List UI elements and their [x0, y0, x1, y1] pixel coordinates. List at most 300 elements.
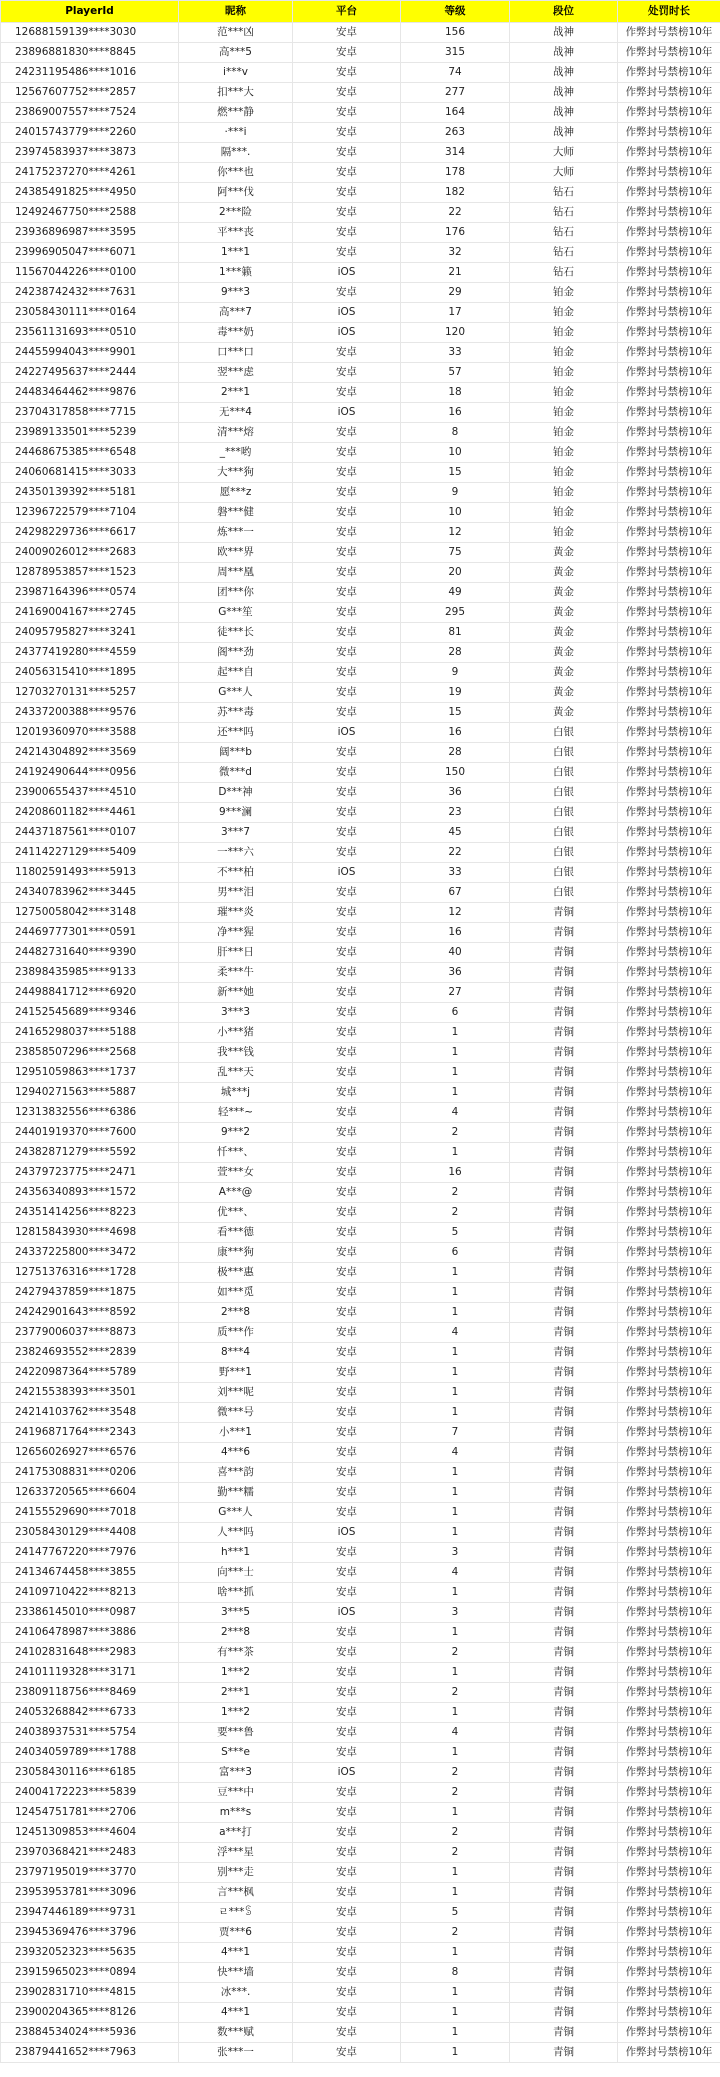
- nickname-cell: D***神: [179, 783, 293, 803]
- player-id-cell: 23996905047****6071: [1, 243, 179, 263]
- nickname-cell: 别***走: [179, 1863, 293, 1883]
- nickname-cell: 要***鲁: [179, 1723, 293, 1743]
- penalty-cell: 作弊封号禁榜10年: [618, 1603, 720, 1623]
- player-id-cell: 24175308831****0206: [1, 1463, 179, 1483]
- rank-cell: 白银: [510, 843, 618, 863]
- table-row: [1, 1263, 720, 1283]
- platform-cell: 安卓: [293, 23, 401, 43]
- nickname-cell: 1***2: [179, 1703, 293, 1723]
- platform-cell: 安卓: [293, 163, 401, 183]
- rank-cell: 青铜: [510, 1843, 618, 1863]
- penalty-cell: 作弊封号禁榜10年: [618, 103, 720, 123]
- player-id-cell: 23974583937****3873: [1, 143, 179, 163]
- table-row: [1, 1423, 720, 1443]
- rank-cell: 青铜: [510, 1603, 618, 1623]
- nickname-cell: 野***1: [179, 1363, 293, 1383]
- penalty-cell: 作弊封号禁榜10年: [618, 1403, 720, 1423]
- level-cell: 29: [401, 283, 510, 303]
- level-cell: 32: [401, 243, 510, 263]
- level-cell: 2: [401, 1823, 510, 1843]
- nickname-cell: 范***凶: [179, 23, 293, 43]
- platform-cell: 安卓: [293, 843, 401, 863]
- penalty-cell: 作弊封号禁榜10年: [618, 1803, 720, 1823]
- penalty-cell: 作弊封号禁榜10年: [618, 723, 720, 743]
- rank-cell: 青铜: [510, 1543, 618, 1563]
- platform-cell: 安卓: [293, 763, 401, 783]
- platform-cell: 安卓: [293, 883, 401, 903]
- player-id-cell: 12878953857****1523: [1, 563, 179, 583]
- nickname-cell: 还***吗: [179, 723, 293, 743]
- nickname-cell: 2***1: [179, 383, 293, 403]
- table-body: [1, 23, 720, 2063]
- penalty-cell: 作弊封号禁榜10年: [618, 1743, 720, 1763]
- platform-cell: 安卓: [293, 1783, 401, 1803]
- penalty-cell: 作弊封号禁榜10年: [618, 1243, 720, 1263]
- level-cell: 1: [401, 1143, 510, 1163]
- penalty-cell: 作弊封号禁榜10年: [618, 383, 720, 403]
- nickname-cell: 质***作: [179, 1323, 293, 1343]
- player-id-cell: 24385491825****4950: [1, 183, 179, 203]
- table-row: [1, 1563, 720, 1583]
- rank-cell: 青铜: [510, 1163, 618, 1183]
- rank-cell: 白银: [510, 783, 618, 803]
- platform-cell: 安卓: [293, 683, 401, 703]
- level-cell: 4: [401, 1443, 510, 1463]
- rank-cell: 青铜: [510, 1483, 618, 1503]
- nickname-cell: 2***8: [179, 1623, 293, 1643]
- penalty-cell: 作弊封号禁榜10年: [618, 1543, 720, 1563]
- player-id-cell: 24004172223****5839: [1, 1783, 179, 1803]
- nickname-cell: 阿***伐: [179, 183, 293, 203]
- platform-cell: 安卓: [293, 583, 401, 603]
- penalty-cell: 作弊封号禁榜10年: [618, 1443, 720, 1463]
- platform-cell: 安卓: [293, 603, 401, 623]
- table-row: [1, 283, 720, 303]
- column-header-level: 等级: [401, 1, 510, 23]
- penalty-cell: 作弊封号禁榜10年: [618, 1043, 720, 1063]
- level-cell: 4: [401, 1323, 510, 1343]
- platform-cell: 安卓: [293, 123, 401, 143]
- player-id-cell: 24095795827****3241: [1, 623, 179, 643]
- table-row: [1, 1783, 720, 1803]
- penalty-cell: 作弊封号禁榜10年: [618, 1783, 720, 1803]
- level-cell: 15: [401, 463, 510, 483]
- table-row: [1, 1363, 720, 1383]
- penalty-cell: 作弊封号禁榜10年: [618, 443, 720, 463]
- penalty-cell: 作弊封号禁榜10年: [618, 623, 720, 643]
- player-id-cell: 24192490644****0956: [1, 763, 179, 783]
- level-cell: 7: [401, 1423, 510, 1443]
- rank-cell: 黄金: [510, 623, 618, 643]
- penalty-cell: 作弊封号禁榜10年: [618, 2023, 720, 2043]
- player-id-cell: 23947446189****9731: [1, 1903, 179, 1923]
- platform-cell: 安卓: [293, 1583, 401, 1603]
- penalty-cell: 作弊封号禁榜10年: [618, 863, 720, 883]
- level-cell: 1: [401, 1523, 510, 1543]
- nickname-cell: 翌***虑: [179, 363, 293, 383]
- nickname-cell: 起***自: [179, 663, 293, 683]
- penalty-cell: 作弊封号禁榜10年: [618, 343, 720, 363]
- nickname-cell: 4***6: [179, 1443, 293, 1463]
- level-cell: 1: [401, 1403, 510, 1423]
- platform-cell: 安卓: [293, 483, 401, 503]
- nickname-cell: S***e: [179, 1743, 293, 1763]
- player-id-cell: 23915965023****0894: [1, 1963, 179, 1983]
- penalty-cell: 作弊封号禁榜10年: [618, 943, 720, 963]
- table-row: [1, 543, 720, 563]
- player-id-cell: 23970368421****2483: [1, 1843, 179, 1863]
- table-row: [1, 1403, 720, 1423]
- penalty-cell: 作弊封号禁榜10年: [618, 243, 720, 263]
- level-cell: 314: [401, 143, 510, 163]
- table-row: [1, 1743, 720, 1763]
- nickname-cell: 苏***毒: [179, 703, 293, 723]
- penalty-cell: 作弊封号禁榜10年: [618, 843, 720, 863]
- table-row: [1, 783, 720, 803]
- player-id-cell: 23058430111****0164: [1, 303, 179, 323]
- table-row: [1, 463, 720, 483]
- nickname-cell: 萱***女: [179, 1163, 293, 1183]
- penalty-cell: 作弊封号禁榜10年: [618, 1523, 720, 1543]
- player-id-cell: 24468675385****6548: [1, 443, 179, 463]
- nickname-cell: G***笙: [179, 603, 293, 623]
- player-id-cell: 12492467750****2588: [1, 203, 179, 223]
- platform-cell: 安卓: [293, 103, 401, 123]
- player-id-cell: 24469777301****0591: [1, 923, 179, 943]
- table-row: [1, 1983, 720, 2003]
- rank-cell: 白银: [510, 803, 618, 823]
- level-cell: 9: [401, 663, 510, 683]
- nickname-cell: 一***六: [179, 843, 293, 863]
- platform-cell: 安卓: [293, 1823, 401, 1843]
- rank-cell: 铂金: [510, 363, 618, 383]
- nickname-cell: 富***3: [179, 1763, 293, 1783]
- player-id-cell: 12019360970****3588: [1, 723, 179, 743]
- platform-cell: 安卓: [293, 823, 401, 843]
- player-id-cell: 23989133501****5239: [1, 423, 179, 443]
- rank-cell: 青铜: [510, 2023, 618, 2043]
- penalty-cell: 作弊封号禁榜10年: [618, 223, 720, 243]
- table-row: [1, 683, 720, 703]
- platform-cell: 安卓: [293, 1423, 401, 1443]
- nickname-cell: 乱***天: [179, 1063, 293, 1083]
- table-row: [1, 703, 720, 723]
- nickname-cell: 9***澜: [179, 803, 293, 823]
- table-row: [1, 483, 720, 503]
- level-cell: 1: [401, 1583, 510, 1603]
- player-id-cell: 12656026927****6576: [1, 1443, 179, 1463]
- player-id-cell: 12454751781****2706: [1, 1803, 179, 1823]
- player-id-cell: 12751376316****1728: [1, 1263, 179, 1283]
- level-cell: 1: [401, 1383, 510, 1403]
- rank-cell: 青铜: [510, 1863, 618, 1883]
- level-cell: 2: [401, 1123, 510, 1143]
- penalty-cell: 作弊封号禁榜10年: [618, 1643, 720, 1663]
- player-id-cell: 23898435985****9133: [1, 963, 179, 983]
- table-row: [1, 83, 720, 103]
- player-id-cell: 23902831710****4815: [1, 1983, 179, 2003]
- table-row: [1, 1883, 720, 1903]
- rank-cell: 青铜: [510, 1383, 618, 1403]
- table-row: [1, 243, 720, 263]
- penalty-cell: 作弊封号禁榜10年: [618, 1763, 720, 1783]
- platform-cell: iOS: [293, 863, 401, 883]
- nickname-cell: 刘***呢: [179, 1383, 293, 1403]
- platform-cell: 安卓: [293, 1323, 401, 1343]
- rank-cell: 黄金: [510, 663, 618, 683]
- platform-cell: 安卓: [293, 1903, 401, 1923]
- platform-cell: 安卓: [293, 2043, 401, 2063]
- penalty-cell: 作弊封号禁榜10年: [618, 23, 720, 43]
- table-row: [1, 143, 720, 163]
- nickname-cell: 极***惠: [179, 1263, 293, 1283]
- penalty-cell: 作弊封号禁榜10年: [618, 1923, 720, 1943]
- player-id-cell: 23896881830****8845: [1, 43, 179, 63]
- rank-cell: 青铜: [510, 2003, 618, 2023]
- rank-cell: 青铜: [510, 1683, 618, 1703]
- nickname-cell: 1***2: [179, 1663, 293, 1683]
- column-header-penalty-duration: 处罚时长: [618, 1, 720, 23]
- table-row: [1, 1603, 720, 1623]
- rank-cell: 白银: [510, 743, 618, 763]
- table-row: [1, 63, 720, 83]
- rank-cell: 黄金: [510, 563, 618, 583]
- table-row: [1, 1203, 720, 1223]
- rank-cell: 青铜: [510, 1083, 618, 1103]
- table-row: [1, 1343, 720, 1363]
- penalty-cell: 作弊封号禁榜10年: [618, 1723, 720, 1743]
- nickname-cell: 男***泪: [179, 883, 293, 903]
- player-id-cell: 24279437859****1875: [1, 1283, 179, 1303]
- player-id-cell: 24215538393****3501: [1, 1383, 179, 1403]
- nickname-cell: 向***士: [179, 1563, 293, 1583]
- player-id-cell: 24114227129****5409: [1, 843, 179, 863]
- level-cell: 40: [401, 943, 510, 963]
- nickname-cell: 4***1: [179, 1943, 293, 1963]
- table-row: [1, 1763, 720, 1783]
- platform-cell: 安卓: [293, 643, 401, 663]
- nickname-cell: h***1: [179, 1543, 293, 1563]
- player-id-cell: 12451309853****4604: [1, 1823, 179, 1843]
- table-row: [1, 403, 720, 423]
- platform-cell: 安卓: [293, 1243, 401, 1263]
- platform-cell: 安卓: [293, 923, 401, 943]
- rank-cell: 青铜: [510, 1883, 618, 1903]
- penalty-cell: 作弊封号禁榜10年: [618, 1223, 720, 1243]
- rank-cell: 青铜: [510, 923, 618, 943]
- platform-cell: 安卓: [293, 663, 401, 683]
- penalty-cell: 作弊封号禁榜10年: [618, 1863, 720, 1883]
- player-id-cell: 24377419280****4559: [1, 643, 179, 663]
- penalty-cell: 作弊封号禁榜10年: [618, 283, 720, 303]
- level-cell: 17: [401, 303, 510, 323]
- rank-cell: 青铜: [510, 1963, 618, 1983]
- player-id-cell: 23704317858****7715: [1, 403, 179, 423]
- platform-cell: 安卓: [293, 523, 401, 543]
- platform-cell: 安卓: [293, 1163, 401, 1183]
- rank-cell: 青铜: [510, 1123, 618, 1143]
- platform-cell: 安卓: [293, 1963, 401, 1983]
- nickname-cell: 柔***牛: [179, 963, 293, 983]
- level-cell: 12: [401, 903, 510, 923]
- player-id-cell: 23386145010****0987: [1, 1603, 179, 1623]
- column-header-player-id: PlayerId: [1, 1, 179, 23]
- level-cell: 1: [401, 1803, 510, 1823]
- penalty-cell: 作弊封号禁榜10年: [618, 2003, 720, 2023]
- penalty-cell: 作弊封号禁榜10年: [618, 1423, 720, 1443]
- nickname-cell: 看***德: [179, 1223, 293, 1243]
- penalty-cell: 作弊封号禁榜10年: [618, 63, 720, 83]
- rank-cell: 青铜: [510, 1063, 618, 1083]
- penalty-cell: 作弊封号禁榜10年: [618, 1843, 720, 1863]
- table-row: [1, 503, 720, 523]
- table-row: [1, 1623, 720, 1643]
- nickname-cell: 3***7: [179, 823, 293, 843]
- player-id-cell: 23809118756****8469: [1, 1683, 179, 1703]
- nickname-cell: 愿***z: [179, 483, 293, 503]
- nickname-cell: 高***5: [179, 43, 293, 63]
- rank-cell: 青铜: [510, 1903, 618, 1923]
- penalty-cell: 作弊封号禁榜10年: [618, 183, 720, 203]
- rank-cell: 黄金: [510, 703, 618, 723]
- penalty-cell: 作弊封号禁榜10年: [618, 1943, 720, 1963]
- table-row: [1, 443, 720, 463]
- nickname-cell: 啥***抓: [179, 1583, 293, 1603]
- table-row: [1, 1523, 720, 1543]
- penalty-cell: 作弊封号禁榜10年: [618, 1343, 720, 1363]
- platform-cell: 安卓: [293, 1743, 401, 1763]
- table-row: [1, 203, 720, 223]
- rank-cell: 青铜: [510, 1223, 618, 1243]
- table-row: [1, 963, 720, 983]
- platform-cell: 安卓: [293, 1063, 401, 1083]
- rank-cell: 青铜: [510, 1663, 618, 1683]
- table-row: [1, 1503, 720, 1523]
- rank-cell: 青铜: [510, 1983, 618, 2003]
- penalty-cell: 作弊封号禁榜10年: [618, 903, 720, 923]
- penalty-cell: 作弊封号禁榜10年: [618, 1583, 720, 1603]
- player-id-cell: 12750058042****3148: [1, 903, 179, 923]
- level-cell: 28: [401, 743, 510, 763]
- nickname-cell: 小***1: [179, 1423, 293, 1443]
- rank-cell: 铂金: [510, 503, 618, 523]
- penalty-cell: 作弊封号禁榜10年: [618, 643, 720, 663]
- penalty-cell: 作弊封号禁榜10年: [618, 823, 720, 843]
- platform-cell: 安卓: [293, 223, 401, 243]
- level-cell: 2: [401, 1643, 510, 1663]
- platform-cell: 安卓: [293, 1463, 401, 1483]
- platform-cell: 安卓: [293, 703, 401, 723]
- platform-cell: 安卓: [293, 63, 401, 83]
- rank-cell: 黄金: [510, 543, 618, 563]
- level-cell: 178: [401, 163, 510, 183]
- rank-cell: 青铜: [510, 1323, 618, 1343]
- table-row: [1, 1723, 720, 1743]
- nickname-cell: 2***1: [179, 1683, 293, 1703]
- level-cell: 1: [401, 1483, 510, 1503]
- level-cell: 263: [401, 123, 510, 143]
- rank-cell: 青铜: [510, 963, 618, 983]
- rank-cell: 青铜: [510, 1503, 618, 1523]
- rank-cell: 黄金: [510, 683, 618, 703]
- player-id-cell: 24102831648****2983: [1, 1643, 179, 1663]
- rank-cell: 铂金: [510, 343, 618, 363]
- level-cell: 150: [401, 763, 510, 783]
- level-cell: 295: [401, 603, 510, 623]
- penalty-cell: 作弊封号禁榜10年: [618, 163, 720, 183]
- penalty-cell: 作弊封号禁榜10年: [618, 1183, 720, 1203]
- rank-cell: 白银: [510, 723, 618, 743]
- nickname-cell: 浮***星: [179, 1843, 293, 1863]
- level-cell: 1: [401, 1083, 510, 1103]
- penalty-cell: 作弊封号禁榜10年: [618, 1063, 720, 1083]
- rank-cell: 黄金: [510, 603, 618, 623]
- player-id-cell: 23879441652****7963: [1, 2043, 179, 2063]
- table-row: [1, 743, 720, 763]
- rank-cell: 战神: [510, 103, 618, 123]
- nickname-cell: 肝***日: [179, 943, 293, 963]
- level-cell: 57: [401, 363, 510, 383]
- table-row: [1, 1383, 720, 1403]
- table-row: [1, 583, 720, 603]
- nickname-cell: 快***墙: [179, 1963, 293, 1983]
- nickname-cell: 有***茶: [179, 1643, 293, 1663]
- player-id-cell: 12688159139****3030: [1, 23, 179, 43]
- rank-cell: 青铜: [510, 1723, 618, 1743]
- rank-cell: 铂金: [510, 323, 618, 343]
- platform-cell: 安卓: [293, 443, 401, 463]
- player-id-cell: 24238742432****7631: [1, 283, 179, 303]
- level-cell: 1: [401, 1623, 510, 1643]
- nickname-cell: 磐***健: [179, 503, 293, 523]
- rank-cell: 战神: [510, 43, 618, 63]
- level-cell: 2: [401, 1203, 510, 1223]
- level-cell: 1: [401, 2023, 510, 2043]
- rank-cell: 青铜: [510, 1583, 618, 1603]
- nickname-cell: 璀***炎: [179, 903, 293, 923]
- penalty-cell: 作弊封号禁榜10年: [618, 1463, 720, 1483]
- penalty-cell: 作弊封号禁榜10年: [618, 783, 720, 803]
- table-row: [1, 1923, 720, 1943]
- penalty-cell: 作弊封号禁榜10年: [618, 1283, 720, 1303]
- table-row: [1, 163, 720, 183]
- rank-cell: 铂金: [510, 283, 618, 303]
- penalty-cell: 作弊封号禁榜10年: [618, 1023, 720, 1043]
- player-id-cell: 23858507296****2568: [1, 1043, 179, 1063]
- nickname-cell: A***@: [179, 1183, 293, 1203]
- table-row: [1, 263, 720, 283]
- table-row: [1, 1123, 720, 1143]
- penalty-cell: 作弊封号禁榜10年: [618, 1663, 720, 1683]
- level-cell: 15: [401, 703, 510, 723]
- player-id-cell: 23884534024****5936: [1, 2023, 179, 2043]
- penalty-cell: 作弊封号禁榜10年: [618, 1983, 720, 2003]
- penalty-cell: 作弊封号禁榜10年: [618, 983, 720, 1003]
- penalty-cell: 作弊封号禁榜10年: [618, 1143, 720, 1163]
- nickname-cell: ·***i: [179, 123, 293, 143]
- rank-cell: 青铜: [510, 1923, 618, 1943]
- table-row: [1, 943, 720, 963]
- level-cell: 12: [401, 523, 510, 543]
- level-cell: 23: [401, 803, 510, 823]
- table-row: [1, 303, 720, 323]
- rank-cell: 青铜: [510, 1783, 618, 1803]
- player-id-cell: 23561131693****0510: [1, 323, 179, 343]
- rank-cell: 青铜: [510, 1183, 618, 1203]
- penalty-cell: 作弊封号禁榜10年: [618, 143, 720, 163]
- rank-cell: 青铜: [510, 1423, 618, 1443]
- player-id-cell: 12633720565****6604: [1, 1483, 179, 1503]
